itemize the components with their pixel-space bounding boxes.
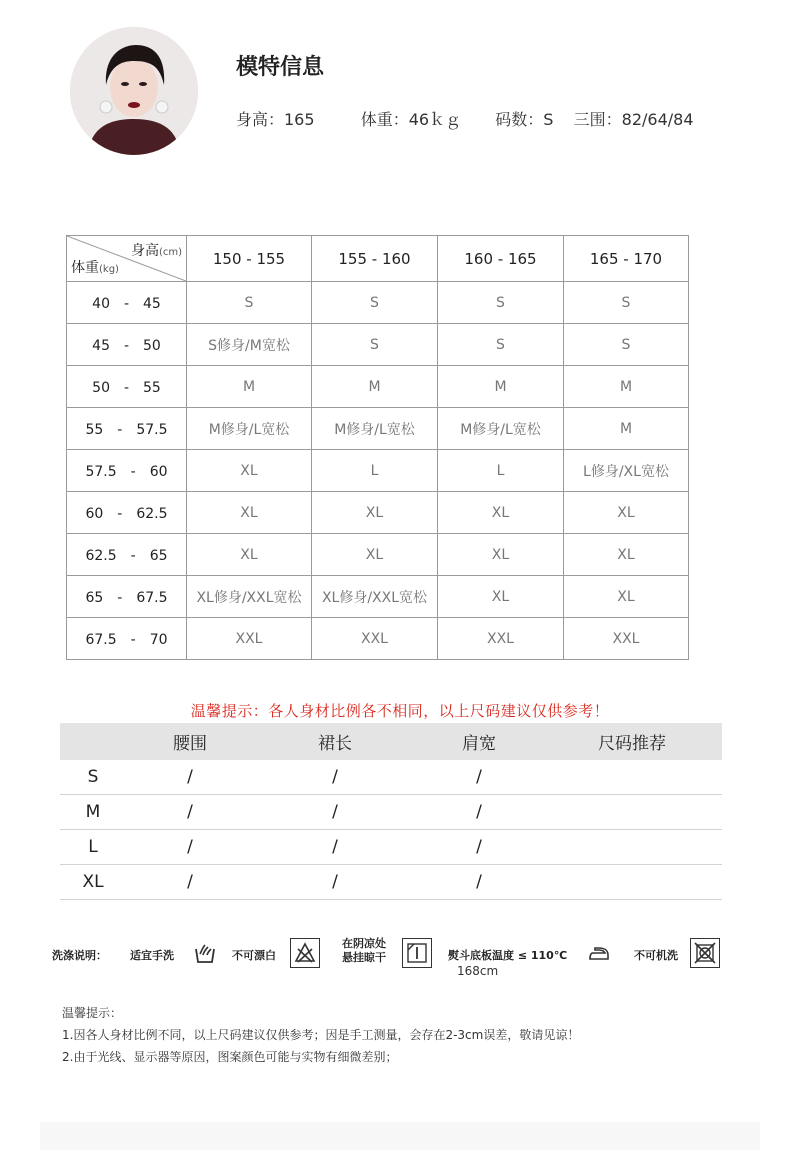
hand-wash-icon bbox=[190, 938, 220, 968]
no-bleach-label: 不可漂白 bbox=[232, 949, 276, 962]
table-row bbox=[67, 324, 689, 366]
measure-waist: / bbox=[187, 872, 193, 892]
height-range-header: 165 - 170 bbox=[564, 236, 689, 282]
size-cell: XL bbox=[187, 450, 312, 492]
size-cell: M修身/L宽松 bbox=[187, 408, 312, 450]
measure-length: / bbox=[332, 837, 338, 857]
size-cell: S bbox=[312, 282, 438, 324]
measure-waist: / bbox=[187, 767, 193, 787]
weight-range-cell: 45 - 50 bbox=[67, 324, 187, 366]
line-dry-icon bbox=[402, 938, 432, 968]
measure-waist: / bbox=[187, 837, 193, 857]
model-weight: 体重：46ｋｇ bbox=[360, 110, 462, 129]
measure-header-shoulder: 肩宽 bbox=[462, 734, 496, 754]
size-cell: XL bbox=[312, 492, 438, 534]
size-cell: XL bbox=[564, 576, 689, 618]
measure-shoulder: / bbox=[476, 767, 482, 787]
size-cell: XXL bbox=[438, 618, 564, 660]
hand-wash-label: 适宜手洗 bbox=[130, 949, 174, 962]
size-cell: S bbox=[187, 282, 312, 324]
size-cell: M bbox=[564, 366, 689, 408]
table-row bbox=[67, 534, 689, 576]
measure-header-waist: 腰围 bbox=[173, 734, 207, 754]
weight-range-cell: 62.5 - 65 bbox=[67, 534, 187, 576]
size-cell: M bbox=[438, 366, 564, 408]
model-info-line bbox=[236, 107, 694, 130]
size-cell: S bbox=[438, 324, 564, 366]
measure-header-length: 裙长 bbox=[318, 734, 352, 754]
table-row bbox=[67, 408, 689, 450]
measurement-table bbox=[60, 723, 722, 900]
size-cell: XL bbox=[564, 534, 689, 576]
size-cell: L bbox=[312, 450, 438, 492]
table-row bbox=[67, 492, 689, 534]
size-cell: XL修身/XXL宽松 bbox=[312, 576, 438, 618]
corner-weight-label: 体重 bbox=[71, 260, 99, 276]
table-row bbox=[60, 760, 722, 795]
model-size: 码数：S bbox=[495, 110, 554, 129]
size-cell: S bbox=[564, 282, 689, 324]
height-range-header: 160 - 165 bbox=[438, 236, 564, 282]
size-cell: M bbox=[187, 366, 312, 408]
measure-size: L bbox=[88, 837, 98, 857]
measure-length: / bbox=[332, 767, 338, 787]
wash-label: 洗涤说明： bbox=[52, 949, 107, 962]
tips-line-2: 2.由于光线、显示器等原因，图案颜色可能与实物有细微差别； bbox=[62, 1050, 398, 1064]
size-cell: XL bbox=[564, 492, 689, 534]
table-row bbox=[60, 795, 722, 830]
size-cell: L修身/XL宽松 bbox=[564, 450, 689, 492]
size-notice: 温馨提示：各人身材比例各不相同，以上尺码建议仅供参考！ bbox=[190, 702, 610, 720]
size-cell: M bbox=[312, 366, 438, 408]
measure-header-recommend: 尺码推荐 bbox=[598, 734, 666, 754]
shade-dry-label-1: 在阴凉处 bbox=[342, 937, 386, 950]
iron-label: 熨斗底板温度 ≤ 110℃ bbox=[448, 949, 568, 962]
size-cell: XXL bbox=[187, 618, 312, 660]
tips-line-1: 1.因各人身材比例不同，以上尺码建议仅供参考；因是手工测量，会存在2-3cm误差，敬请见谅！ bbox=[62, 1028, 580, 1042]
size-cell: XL bbox=[438, 534, 564, 576]
measure-size: M bbox=[85, 802, 101, 822]
size-grid-header-row bbox=[67, 236, 689, 282]
weight-range-cell: 40 - 45 bbox=[67, 282, 187, 324]
measure-length: / bbox=[332, 872, 338, 892]
weight-range-cell: 55 - 57.5 bbox=[67, 408, 187, 450]
model-height: 身高：165 bbox=[236, 110, 315, 129]
size-cell: XL bbox=[187, 492, 312, 534]
model-measurements: 三围：82/64/84 bbox=[573, 110, 694, 129]
size-cell: S修身/M宽松 bbox=[187, 324, 312, 366]
no-machine-label: 不可机洗 bbox=[634, 949, 678, 962]
table-row bbox=[60, 830, 722, 865]
size-cell: XL bbox=[438, 576, 564, 618]
corner-weight-unit: (kg) bbox=[99, 264, 119, 275]
size-cell: S bbox=[312, 324, 438, 366]
measurement-header-row bbox=[60, 723, 722, 760]
model-avatar bbox=[70, 27, 198, 155]
shade-dry-label-2: 悬挂晾干 bbox=[342, 951, 386, 964]
wash-sub-note: 168cm bbox=[457, 964, 499, 978]
weight-range-cell: 65 - 67.5 bbox=[67, 576, 187, 618]
measure-size: S bbox=[87, 767, 99, 787]
grid-corner-cell bbox=[67, 236, 187, 282]
tips-block bbox=[62, 1002, 579, 1068]
size-cell: S bbox=[438, 282, 564, 324]
weight-range-cell: 67.5 - 70 bbox=[67, 618, 187, 660]
weight-range-cell: 57.5 - 60 bbox=[67, 450, 187, 492]
corner-height-unit: (cm) bbox=[158, 247, 182, 258]
measure-shoulder: / bbox=[476, 802, 482, 822]
measure-shoulder: / bbox=[476, 837, 482, 857]
weight-range-cell: 50 - 55 bbox=[67, 366, 187, 408]
wash-instructions bbox=[52, 936, 752, 980]
size-cell: XL bbox=[187, 534, 312, 576]
tips-title: 温馨提示： bbox=[62, 1006, 123, 1020]
measure-waist: / bbox=[187, 802, 193, 822]
size-cell: XXL bbox=[312, 618, 438, 660]
measure-size: XL bbox=[82, 872, 104, 892]
table-row bbox=[67, 576, 689, 618]
corner-height-label: 身高 bbox=[130, 243, 159, 259]
height-range-header: 155 - 160 bbox=[312, 236, 438, 282]
no-machine-wash-icon bbox=[690, 938, 720, 968]
size-cell: S bbox=[564, 324, 689, 366]
size-cell: XL bbox=[438, 492, 564, 534]
size-cell: XXL bbox=[564, 618, 689, 660]
table-row bbox=[67, 366, 689, 408]
weight-range-cell: 60 - 62.5 bbox=[67, 492, 187, 534]
size-cell: L bbox=[438, 450, 564, 492]
bottom-divider-band bbox=[40, 1122, 760, 1150]
table-row bbox=[67, 450, 689, 492]
measure-shoulder: / bbox=[476, 872, 482, 892]
table-row bbox=[60, 865, 722, 900]
measure-length: / bbox=[332, 802, 338, 822]
size-grid-table bbox=[66, 235, 689, 660]
size-cell: M修身/L宽松 bbox=[438, 408, 564, 450]
table-row bbox=[67, 618, 689, 660]
iron-icon bbox=[584, 938, 614, 968]
table-row bbox=[67, 282, 689, 324]
no-bleach-icon bbox=[290, 938, 320, 968]
size-cell: M修身/L宽松 bbox=[312, 408, 438, 450]
size-cell: XL修身/XXL宽松 bbox=[187, 576, 312, 618]
height-range-header: 150 - 155 bbox=[187, 236, 312, 282]
size-cell: XL bbox=[312, 534, 438, 576]
model-info-title: 模特信息 bbox=[236, 55, 325, 80]
size-cell: M bbox=[564, 408, 689, 450]
